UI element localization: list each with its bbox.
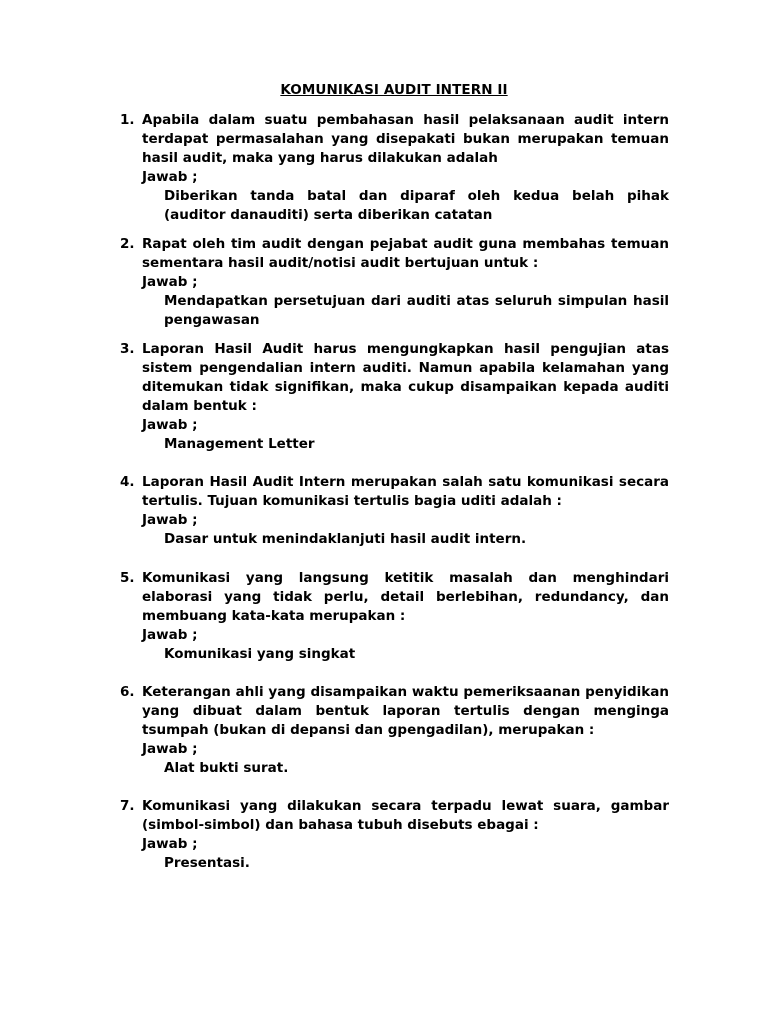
- list-item: [120, 473, 669, 549]
- question-text: Rapat oleh tim audit dengan pejabat audit guna membahas temuan sementara hasil audit/notisi audit bertujuan untuk :: [142, 236, 669, 271]
- list-item: [120, 340, 669, 454]
- question-text: Komunikasi yang langsung ketitik masalah dan menghindari elaborasi yang tidak perlu, detail berlebihan, redundancy, dan membuang kata-kata merupakan :: [142, 570, 669, 624]
- question-text: Apabila dalam suatu pembahasan hasil pelaksanaan audit intern terdapat permasalahan yang disepakati bukan merupakan temuan hasil audit, maka yang harus dilakukan adalah: [142, 112, 669, 166]
- question-text: Komunikasi yang dilakukan secara terpadu lewat suara, gambar (simbol-simbol) dan bahasa tubuh disebuts ebagai :: [142, 798, 669, 833]
- answer-text: Dasar untuk menindaklanjuti hasil audit intern.: [164, 531, 527, 547]
- answer-label: Jawab ;: [142, 512, 198, 528]
- list-item: [120, 111, 669, 225]
- item-number: 5.: [120, 570, 135, 586]
- answer-label: Jawab ;: [142, 169, 198, 185]
- answer-text: Alat bukti surat.: [164, 760, 289, 776]
- item-number: 1.: [120, 112, 135, 128]
- question-list: [120, 111, 669, 873]
- item-number: 3.: [120, 341, 135, 357]
- question-text: Keterangan ahli yang disampaikan waktu pemeriksaanan penyidikan yang dibuat dalam bentuk laporan tertulis dengan menginga tsumpah (bukan di depansi dan gpengadilan), merupakan :: [142, 684, 669, 738]
- answer-text: Presentasi.: [164, 855, 250, 871]
- answer-text: Mendapatkan persetujuan dari auditi atas seluruh simpulan hasil pengawasan: [164, 293, 669, 328]
- answer-text: Management Letter: [164, 436, 315, 452]
- answer-label: Jawab ;: [142, 274, 198, 290]
- answer-label: Jawab ;: [142, 627, 198, 643]
- answer-text: Komunikasi yang singkat: [164, 646, 356, 662]
- answer-label: Jawab ;: [142, 836, 198, 852]
- list-item: [120, 235, 669, 330]
- answer-label: Jawab ;: [142, 417, 198, 433]
- item-number: 7.: [120, 798, 135, 814]
- item-number: 6.: [120, 684, 135, 700]
- item-number: 2.: [120, 236, 135, 252]
- list-item: [120, 683, 669, 778]
- item-number: 4.: [120, 474, 135, 490]
- document-title: KOMUNIKASI AUDIT INTERN II: [280, 82, 508, 98]
- list-item: [120, 569, 669, 664]
- list-item: [120, 797, 669, 873]
- question-text: Laporan Hasil Audit Intern merupakan salah satu komunikasi secara tertulis. Tujuan komunikasi tertulis bagia uditi adalah :: [142, 474, 669, 509]
- question-text: Laporan Hasil Audit harus mengungkapkan hasil pengujian atas sistem pengendalian intern auditi. Namun apabila kelamahan yang ditemukan tidak signifikan, maka cukup disampaikan kepada auditi dalam bentuk :: [142, 341, 669, 414]
- answer-label: Jawab ;: [142, 741, 198, 757]
- answer-text: Diberikan tanda batal dan diparaf oleh kedua belah pihak (auditor danauditi) serta diberikan catatan: [164, 188, 669, 223]
